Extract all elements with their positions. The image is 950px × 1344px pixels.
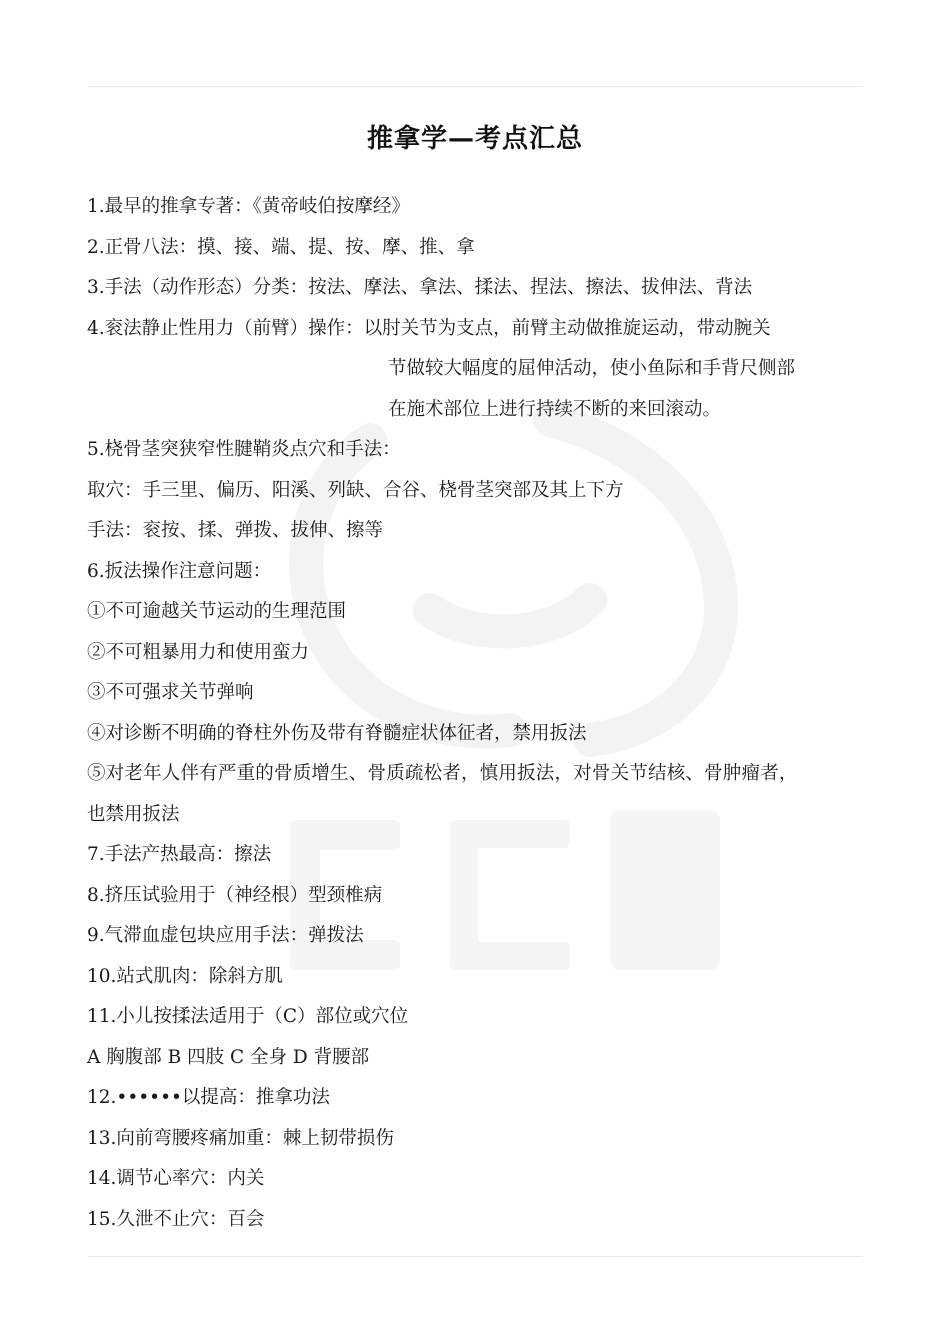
list-item: 4.衮法静止性用力（前臂）操作：以肘关节为支点，前臂主动做推旋运动，带动腕关 xyxy=(87,317,771,339)
list-item: 8.挤压试验用于（神经根）型颈椎病 xyxy=(87,884,383,906)
list-item: 10.站式肌肉：除斜方肌 xyxy=(87,965,283,987)
list-item: 1.最早的推拿专著：《黄帝岐伯按摩经》 xyxy=(87,196,410,217)
list-item: 13.向前弯腰疼痛加重：棘上韧带损伤 xyxy=(87,1127,394,1149)
list-item: ③不可强求关节弹响 xyxy=(87,682,254,703)
list-item-continuation: 节做较大幅度的屈伸活动，使小鱼际和手背尺侧部 xyxy=(388,358,796,379)
footer-rule xyxy=(88,1256,863,1257)
list-item-continuation: 在施术部位上进行持续不断的来回滚动。 xyxy=(388,398,722,420)
list-item: 3.手法（动作形态）分类：按法、摩法、拿法、揉法、捏法、擦法、拔伸法、背法 xyxy=(87,277,753,298)
list-item: 手法：衮按、揉、弹拨、拔伸、擦等 xyxy=(87,520,384,541)
list-item: 2.正骨八法：摸、接、端、提、按、摩、推、拿 xyxy=(87,236,475,258)
list-item: 12.••••••以提高：推拿功法 xyxy=(87,1087,330,1108)
list-item: 11.小儿按揉法适用于（C）部位或穴位 xyxy=(87,1006,409,1027)
content-list xyxy=(87,192,887,1245)
list-item: ①不可逾越关节运动的生理范围 xyxy=(87,601,347,622)
list-item-continuation: 也禁用扳法 xyxy=(87,803,180,825)
list-item: 取穴：手三里、偏历、阳溪、列缺、合谷、桡骨茎突部及其上下方 xyxy=(87,479,624,501)
list-item: 6.扳法操作注意问题： xyxy=(87,560,272,582)
list-item: ②不可粗暴用力和使用蛮力 xyxy=(87,641,310,663)
page-title: 推拿学—考点汇总 xyxy=(366,124,583,154)
list-item: 14.调节心率穴：内关 xyxy=(87,1168,265,1189)
list-item: ④对诊断不明确的脊柱外伤及带有脊髓症状体征者，禁用扳法 xyxy=(87,722,587,744)
list-item: 5.桡骨茎突狭窄性腱鞘炎点穴和手法： xyxy=(87,439,401,460)
list-item: 9.气滞血虚包块应用手法：弹拨法 xyxy=(87,925,364,946)
list-item: 15.久泄不止穴：百会 xyxy=(87,1208,265,1230)
header-rule xyxy=(88,86,863,87)
list-item: 7.手法产热最高：擦法 xyxy=(87,844,272,865)
list-item: ⑤对老年人伴有严重的骨质增生、骨质疏松者，慎用扳法，对骨关节结核、骨肿瘤者， xyxy=(87,763,798,784)
list-item: A 胸腹部 B 四肢 C 全身 D 背腰部 xyxy=(87,1046,370,1068)
